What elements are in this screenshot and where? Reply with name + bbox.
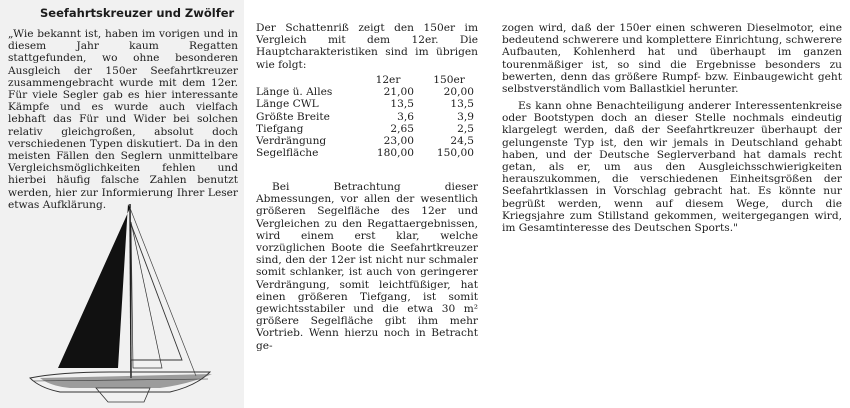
dimension-value: 23,00 <box>383 135 414 148</box>
dimension-label: Tiefgang <box>256 122 304 135</box>
dimensions-table <box>256 74 478 159</box>
dimension-label: Größte Breite <box>256 110 330 123</box>
sailboat-silhouette-illustration <box>0 200 244 408</box>
dimension-label: Segelfläche <box>256 147 319 160</box>
dimension-value: 24,5 <box>450 135 474 148</box>
table-row <box>256 135 478 147</box>
dimension-value: 20,00 <box>443 86 474 99</box>
dimension-label: Verdrängung <box>256 135 327 148</box>
dimension-value: 150,00 <box>436 147 474 160</box>
table-header-cell <box>256 74 362 86</box>
dimension-value: 3,9 <box>457 110 474 123</box>
continuation-paragraph: zogen wird, daß der 150er einen schweren Dieselmotor, eine bedeutend schwerere und komplettere Einrichtung, schwerere Aufbauten, Kohlenherd hat und überhaupt im ganzen tourenmäßiger ist, so sind die Ergebnisse besonders zu bewerten, denn das größere Rumpf- bzw. Einbaugewicht geht selbstverständlich vom Ballastkiel herunter. <box>502 22 846 96</box>
dimension-label: Länge ü. Alles <box>256 86 333 99</box>
dimension-value: 2,5 <box>457 122 474 135</box>
dimension-value: 2,65 <box>390 122 414 135</box>
article-heading: Seefahrtskreuzer und Zwölfer <box>40 6 235 20</box>
dimension-value: 13,5 <box>390 98 414 111</box>
hull-black <box>40 374 212 388</box>
dimension-label: Länge CWL <box>256 98 319 111</box>
keel <box>96 388 150 402</box>
analysis-paragraph: Bei Betrachtung dieser Abmessungen, vor allen der wesentlich größeren Segelfläche des 12er und Vergleichen zu den Regattaergebnissen, wird einem erst klar, welche vorzüglichen Boote die Seefahrtkreuzer sind, den der 12er ist nicht nur schmaler somit schlanker, ist auch von geringerer Verdrängung, somit leichtfüßiger, hat einen größeren Tiefgang, ist somit gewichtsstabiler und die etwa 30 m² größere Segelfläche gibt ihm mehr Vortrieb. Wenn hierzu noch in Betracht ge- <box>256 181 482 352</box>
dimension-value: 180,00 <box>376 147 414 160</box>
comparison-intro: Der Schattenriß zeigt den 150er im Vergleich mit dem 12er. Die Hauptcharakteristiken sind im übrigen wie folgt: <box>256 22 482 71</box>
column-right <box>484 0 850 408</box>
forestay <box>130 208 196 376</box>
table-row <box>256 86 478 98</box>
table-row <box>256 147 478 159</box>
dimension-value: 3,6 <box>397 110 414 123</box>
table-row <box>256 111 478 123</box>
table-header-row <box>256 74 478 86</box>
column-middle <box>244 0 484 408</box>
conclusion-paragraph: Es kann ohne Benachteiligung anderer Interessentenkreise oder Bootstypen doch an dieser Stelle nochmals eindeutig klargelegt werden, daß der Seefahrtkreuzer überhaupt der gelungenste Typ ist, den wir jemals in Deutschland gehabt haben, und der Deutsche Seglerverband hat damals recht getan, als er, um aus den Ausgleichsschwierigkeiten herauszukommen, die verschiedenen Einheitsgrößen der Seefahrtklassen in Vorschlag gebracht hat. Es könnte nur begrüßt werden, wenn auf diesem Wege, durch die Kriegsjahre zum Stillstand gekommen, weitergegangen wird, im Gesamtinteresse des Deutschen Sports." <box>502 100 846 235</box>
black-sail <box>58 204 130 368</box>
column-left <box>0 0 244 408</box>
dimension-value: 21,00 <box>383 86 414 99</box>
dimension-value: 13,5 <box>450 98 474 111</box>
outline-sail <box>131 224 182 360</box>
table-header-cell: 150er <box>433 74 465 86</box>
intro-paragraph: „Wie bekannt ist, haben im vorigen und in diesem Jahr kaum Regatten stattgefunden, wo ohne besonderen Ausgleich der 150er Seefahrtkreuzer zusammengebracht wurde mit dem 12er. Für viele Segler gab es hier interessante Kämpfe und es wurde auch vielfach lebhaft das Für und Wider bei solchen relativ gleichgroßen, absolut doch verschiedenen Typen diskutiert. Da in den meisten Fällen den Seglern unmittelbare Vergleichsmöglichkeiten fehlen und hierbei häufig falsche Zahlen benutzt werden, hier zur Informierung Ihrer Leser etwas Aufklärung. <box>8 28 242 211</box>
table-header-cell: 12er <box>375 74 401 86</box>
table-row <box>256 98 478 110</box>
table-row <box>256 123 478 135</box>
